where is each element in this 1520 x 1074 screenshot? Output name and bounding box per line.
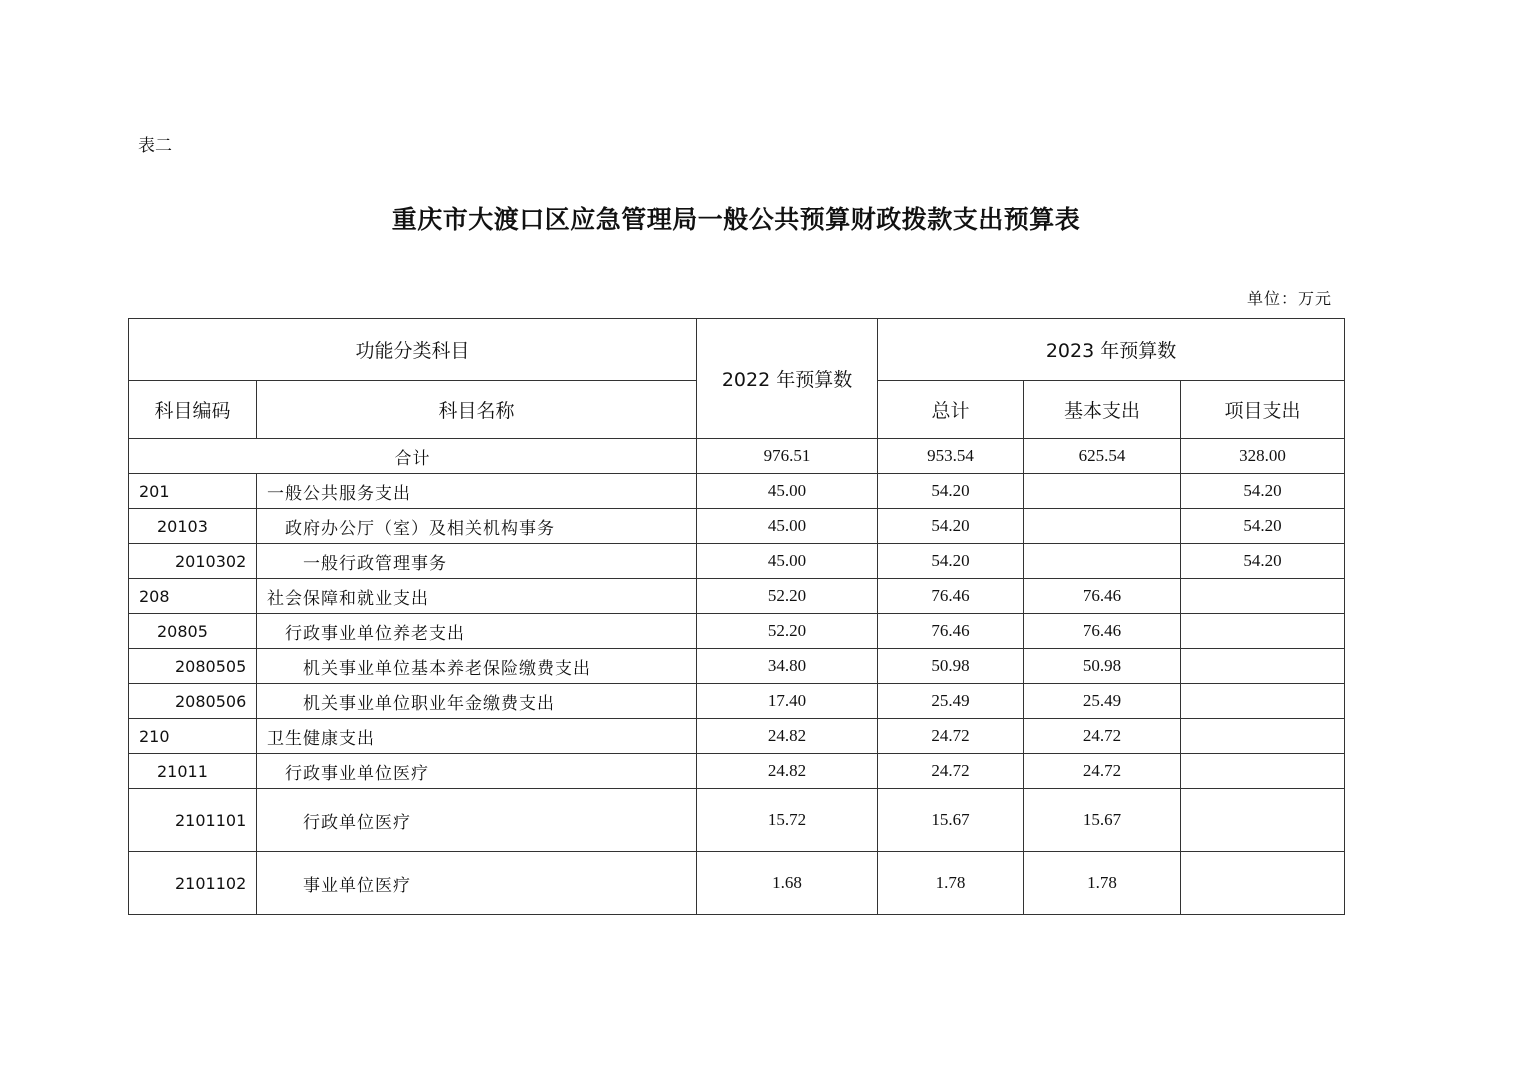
row-total: 15.67 [878,789,1024,852]
row-project: 54.20 [1181,509,1345,544]
row-total: 54.20 [878,509,1024,544]
table-row [129,544,1345,579]
unit-label: 单位：万元 [1246,289,1332,308]
row-project [1181,684,1345,719]
header-prev-year-budget: 2022 年预算数 [697,319,878,439]
row-basic [1024,509,1181,544]
table-row [129,852,1345,915]
budget-table [128,318,1345,915]
row-basic: 76.46 [1024,579,1181,614]
header-code: 科目编码 [129,381,257,439]
row-code: 2101102 [129,852,257,915]
row-project [1181,852,1345,915]
row-project [1181,579,1345,614]
row-basic [1024,474,1181,509]
row-name: 政府办公厅（室）及相关机构事务 [257,509,697,544]
row-total: 54.20 [878,474,1024,509]
row-basic: 24.72 [1024,719,1181,754]
table-row [129,719,1345,754]
header-basic: 基本支出 [1024,381,1181,439]
table-row [129,509,1345,544]
row-total: 1.78 [878,852,1024,915]
row-code: 20805 [129,614,257,649]
row-name: 机关事业单位基本养老保险缴费支出 [257,649,697,684]
row-name: 机关事业单位职业年金缴费支出 [257,684,697,719]
row-basic: 25.49 [1024,684,1181,719]
total-project: 328.00 [1181,439,1345,474]
row-project [1181,719,1345,754]
total-row [129,439,1345,474]
row-name: 事业单位医疗 [257,852,697,915]
header-project: 项目支出 [1181,381,1345,439]
row-basic: 24.72 [1024,754,1181,789]
row-prev-year: 45.00 [697,544,878,579]
row-code: 2080506 [129,684,257,719]
row-prev-year: 24.82 [697,719,878,754]
row-prev-year: 34.80 [697,649,878,684]
row-code: 2101101 [129,789,257,852]
row-code: 20103 [129,509,257,544]
row-prev-year: 52.20 [697,579,878,614]
row-total: 24.72 [878,754,1024,789]
row-project [1181,614,1345,649]
row-prev-year: 52.20 [697,614,878,649]
header-function-category: 功能分类科目 [129,319,697,381]
row-prev-year: 1.68 [697,852,878,915]
row-name: 一般行政管理事务 [257,544,697,579]
table-row [129,754,1345,789]
row-prev-year: 45.00 [697,474,878,509]
table-number-label: 表二 [138,136,172,156]
row-code: 21011 [129,754,257,789]
row-total: 54.20 [878,544,1024,579]
total-basic: 625.54 [1024,439,1181,474]
document-title: 重庆市大渡口区应急管理局一般公共预算财政拨款支出预算表 [391,205,1081,234]
row-prev-year: 45.00 [697,509,878,544]
row-code: 208 [129,579,257,614]
row-name: 行政单位医疗 [257,789,697,852]
total-prev: 976.51 [697,439,878,474]
row-name: 社会保障和就业支出 [257,579,697,614]
row-basic: 50.98 [1024,649,1181,684]
header-row-group [129,319,1345,381]
row-total: 76.46 [878,614,1024,649]
row-basic [1024,544,1181,579]
row-prev-year: 24.82 [697,754,878,789]
row-code: 210 [129,719,257,754]
row-total: 76.46 [878,579,1024,614]
row-name: 一般公共服务支出 [257,474,697,509]
table-row [129,579,1345,614]
row-project: 54.20 [1181,544,1345,579]
row-total: 25.49 [878,684,1024,719]
row-prev-year: 17.40 [697,684,878,719]
table-row [129,649,1345,684]
row-basic: 76.46 [1024,614,1181,649]
table-row [129,474,1345,509]
table-row [129,684,1345,719]
table-row [129,614,1345,649]
row-name: 卫生健康支出 [257,719,697,754]
row-code: 2080505 [129,649,257,684]
row-total: 24.72 [878,719,1024,754]
row-code: 2010302 [129,544,257,579]
row-prev-year: 15.72 [697,789,878,852]
row-project [1181,649,1345,684]
row-project [1181,754,1345,789]
row-code: 201 [129,474,257,509]
total-total: 953.54 [878,439,1024,474]
header-cur-year-budget: 2023 年预算数 [878,319,1345,381]
row-project: 54.20 [1181,474,1345,509]
table-row [129,789,1345,852]
header-name: 科目名称 [257,381,697,439]
row-name: 行政事业单位养老支出 [257,614,697,649]
header-total: 总计 [878,381,1024,439]
row-total: 50.98 [878,649,1024,684]
total-label: 合计 [129,439,697,474]
row-basic: 15.67 [1024,789,1181,852]
row-basic: 1.78 [1024,852,1181,915]
row-name: 行政事业单位医疗 [257,754,697,789]
row-project [1181,789,1345,852]
